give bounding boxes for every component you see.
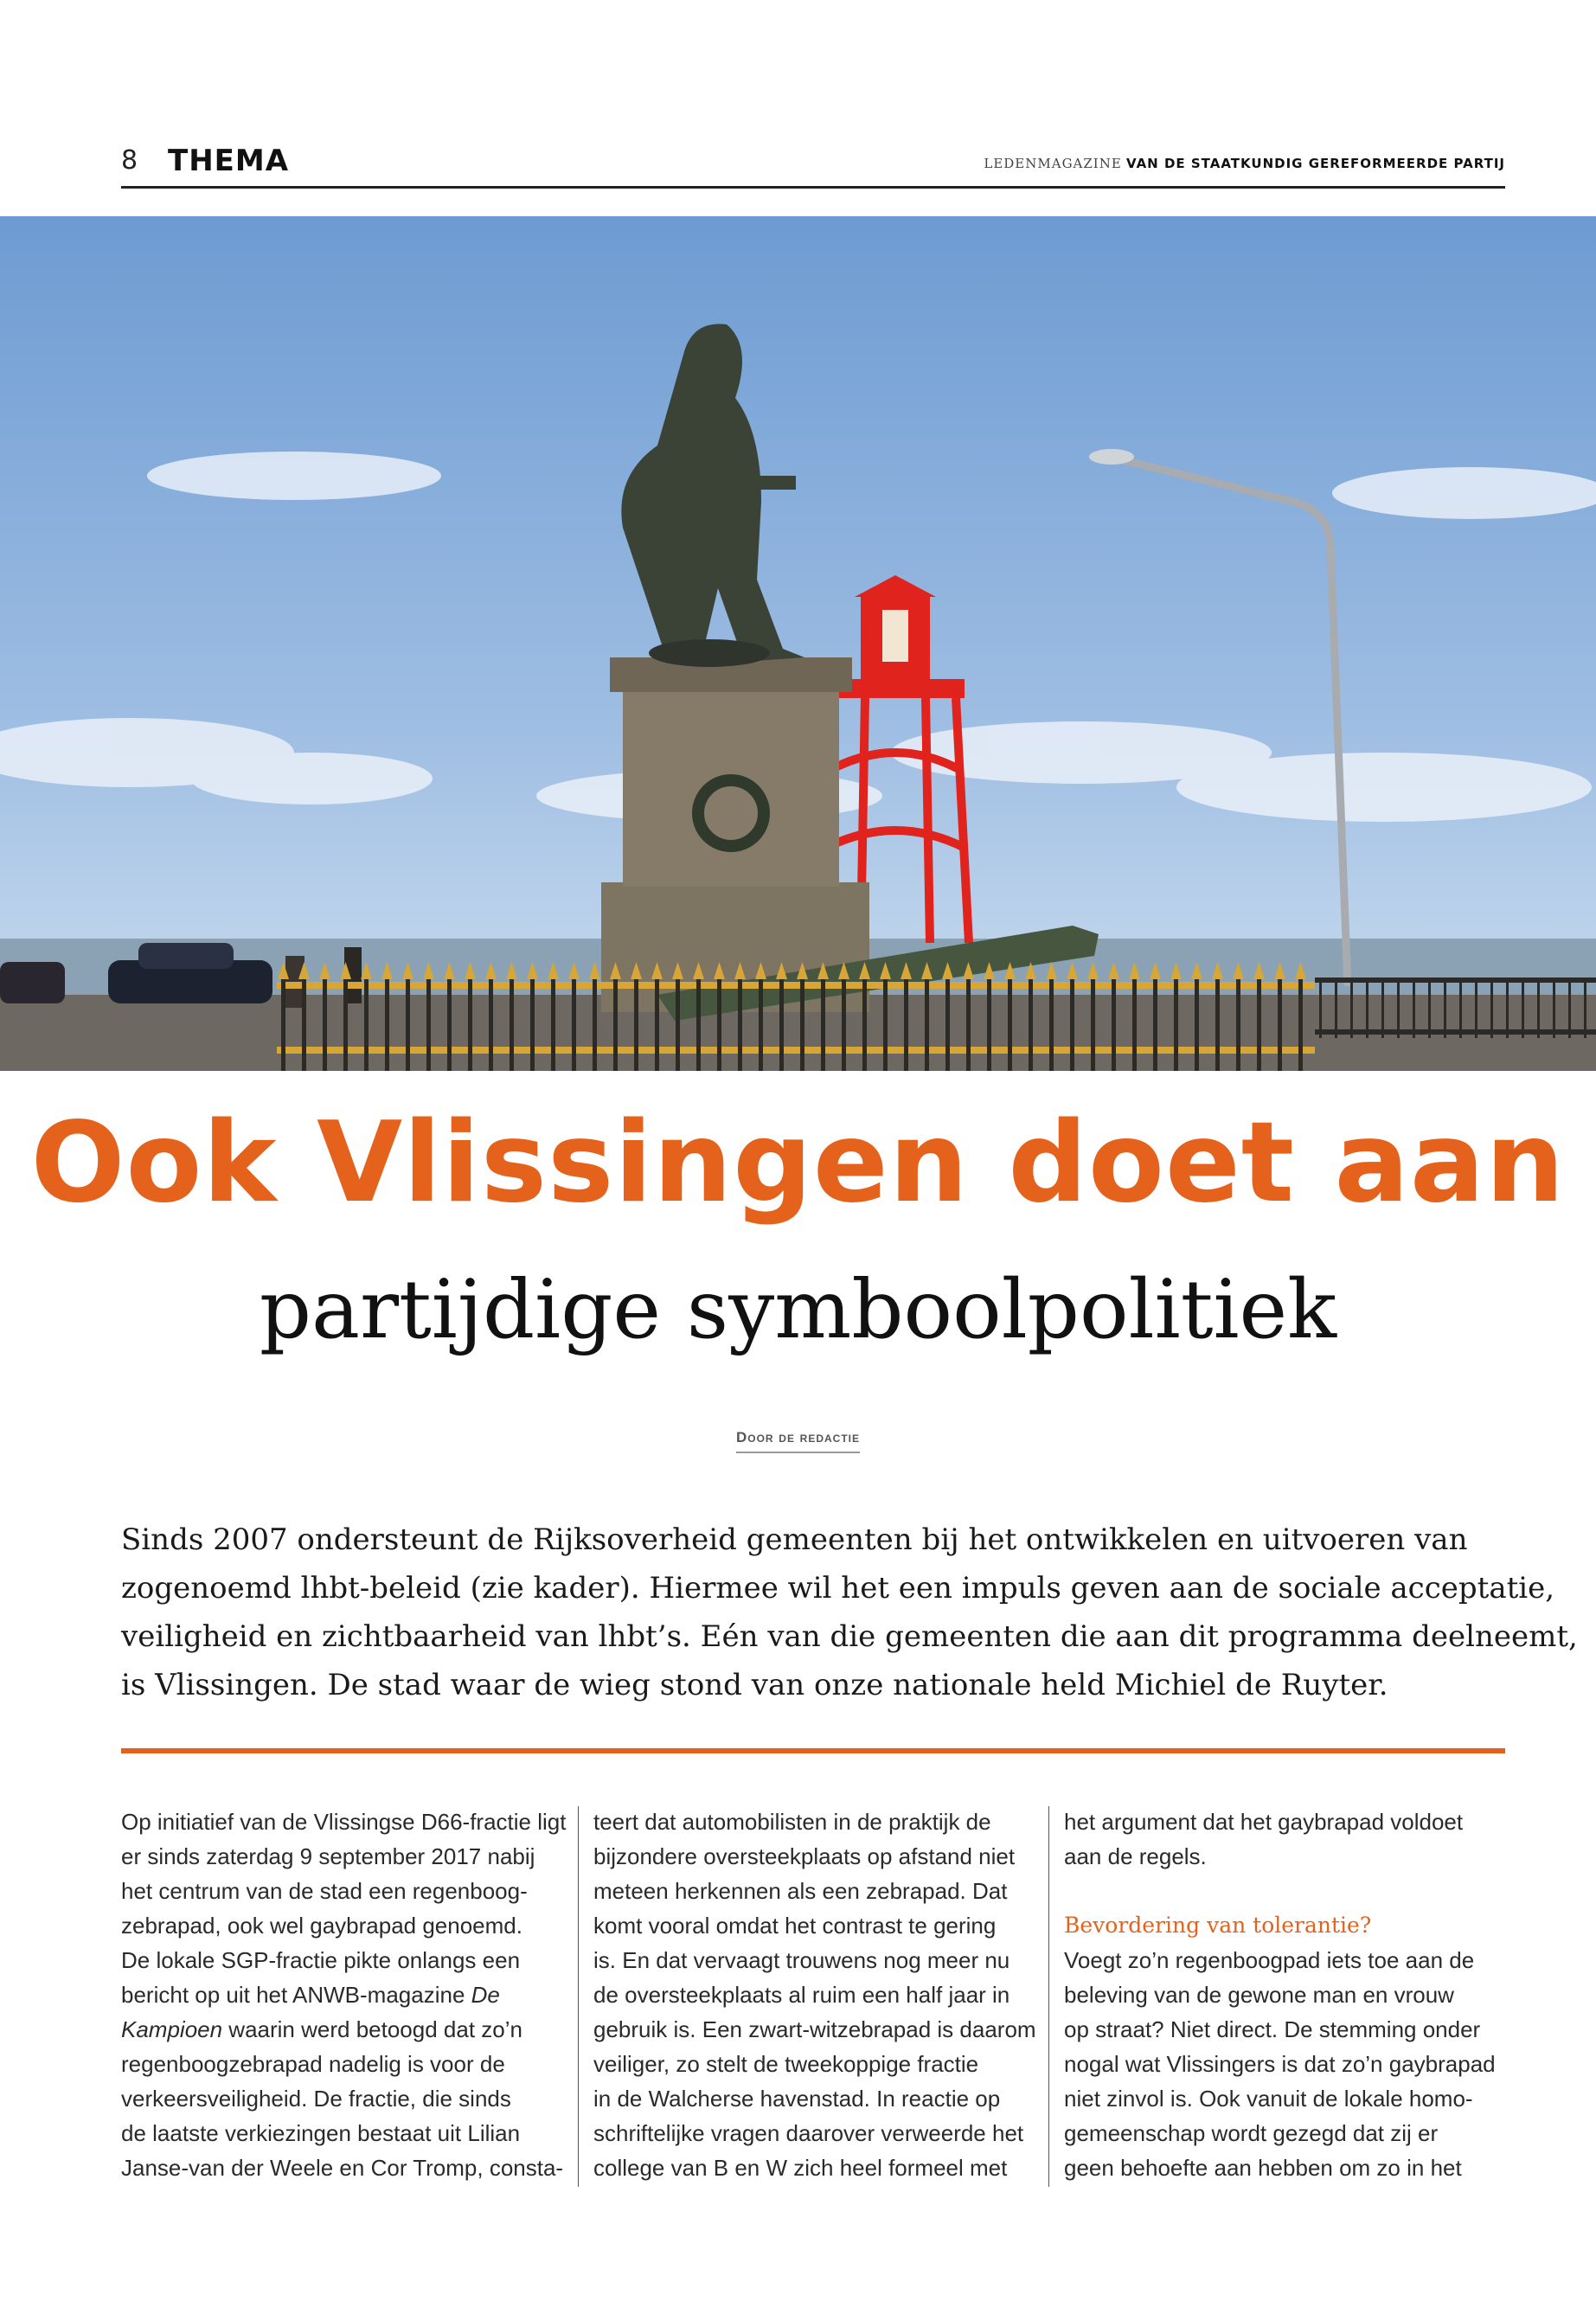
fence-bar — [323, 977, 327, 1071]
fence-bar — [530, 977, 535, 1071]
body-line: teert dat automobilisten in de praktijk de — [593, 1809, 991, 1835]
body-line: de laatste verkiezingen bestaat uit Lilian — [121, 2120, 521, 2146]
fence-bar — [676, 977, 680, 1071]
fence-bar — [738, 977, 742, 1071]
body-column-1 — [121, 1804, 571, 2185]
publication-name: Kampioen — [121, 2016, 223, 2042]
fence-bar — [385, 977, 389, 1071]
fence-bar — [302, 977, 306, 1071]
body-line: is. En dat vervaagt trouwens nog meer nu — [593, 1947, 1010, 1973]
fence-bar — [1174, 977, 1178, 1071]
fence-bar — [1008, 977, 1012, 1071]
page-header — [121, 145, 1505, 189]
fence-bar — [1215, 977, 1220, 1071]
fence-bar — [883, 977, 888, 1071]
title-main: Ook Vlissingen doet aan — [30, 1099, 1566, 1227]
magazine-name — [984, 156, 1505, 171]
fence-bar — [634, 977, 638, 1071]
fence-bar — [281, 977, 285, 1071]
body-line: de oversteekplaats al ruim een half jaar in — [593, 1982, 1010, 2008]
fence-bar — [468, 977, 472, 1071]
body-line: komt vooral omdat het contrast te gering — [593, 1913, 997, 1939]
intro-line: zogenoemd lhbt-beleid (zie kader). Hiermee wil het een impuls geven aan de sociale acceptatie, — [121, 1571, 1555, 1606]
fence-bar — [1153, 977, 1157, 1071]
body-line: regenboogzebrapad nadelig is voor de — [121, 2051, 505, 2077]
fence-bar — [613, 977, 618, 1071]
body-line: Kampioen waarin werd betoogd dat zo’n — [121, 2016, 522, 2042]
fence-bar — [904, 977, 908, 1071]
fence-bar — [966, 977, 971, 1071]
fence-bar — [551, 977, 555, 1071]
railing-bar — [1335, 977, 1337, 1038]
body-line: veiliger, zo stelt de tweekoppige fractie — [593, 2051, 979, 2077]
body-line: niet zinvol is. Ook vanuit de lokale homo- — [1064, 2086, 1473, 2112]
header-rule — [121, 186, 1505, 189]
fence-bar — [343, 977, 348, 1071]
fence-bar — [1236, 977, 1240, 1071]
fence-bar — [364, 977, 369, 1071]
body-line: in de Walcherse havenstad. In reactie op — [593, 2086, 1001, 2112]
fence-bar — [1029, 977, 1033, 1071]
body-line: college van B en W zich heel formeel met — [593, 2155, 1008, 2181]
column-divider — [578, 1806, 579, 2187]
body-line: op straat? Niet direct. De stemming onder — [1064, 2016, 1481, 2042]
railing-bar — [1553, 977, 1555, 1038]
publication-name: De — [471, 1982, 500, 2008]
body-line: gebruik is. Een zwart-witzebrapad is daarom — [593, 2016, 1036, 2042]
railing-bar — [1568, 977, 1571, 1038]
fence-bar — [945, 977, 950, 1071]
fence-bar — [1112, 977, 1116, 1071]
fence-bar — [696, 977, 701, 1071]
fence-bar — [779, 977, 784, 1071]
fence-bar — [987, 977, 991, 1071]
section-divider — [121, 1748, 1505, 1753]
fence-bar — [842, 977, 846, 1071]
intro-line: Sinds 2007 ondersteunt de Rijksoverheid gemeenten bij het ontwikkelen en uitvoeren van — [121, 1522, 1468, 1557]
fence-bar — [447, 977, 452, 1071]
byline — [0, 1429, 1596, 1453]
railing-bar — [1366, 977, 1368, 1038]
intro-line: is Vlissingen. De stad waar de wieg stond van onze nationale held Michiel de Ruyter. — [121, 1668, 1388, 1702]
railing-bar — [1413, 977, 1415, 1038]
fence-bar — [1070, 977, 1074, 1071]
body-column-3 — [1064, 1804, 1505, 2185]
body-line: bericht op uit het ANWB-magazine De — [121, 1982, 500, 2008]
fence-bar — [510, 977, 514, 1071]
fence-bar — [1049, 977, 1054, 1071]
railing-bar — [1537, 977, 1540, 1038]
fence-bar — [1298, 977, 1303, 1071]
subheading: Bevordering van tolerantie? — [1064, 1913, 1372, 1938]
fence-bar — [406, 977, 410, 1071]
title-sub: partijdige symboolpolitiek — [259, 1263, 1337, 1357]
body-line: Janse-van der Weele en Cor Tromp, consta- — [121, 2155, 564, 2181]
railing-bar — [1584, 977, 1586, 1038]
fence-bar — [1257, 977, 1261, 1071]
railing-bar — [1490, 977, 1493, 1038]
railing-bar — [1506, 977, 1509, 1038]
body-line: het argument dat het gaybrapad voldoet — [1064, 1809, 1464, 1835]
section-label: THEMA — [168, 144, 290, 178]
railing-bar — [1319, 977, 1322, 1038]
body-line: gemeenschap wordt gezegd dat zij er — [1064, 2120, 1439, 2146]
fence-bar — [1091, 977, 1095, 1071]
body-line: nogal wat Vlissingers is dat zo’n gaybrapad — [1064, 2051, 1496, 2077]
fence-bar — [862, 977, 867, 1071]
railing-bar — [1475, 977, 1477, 1038]
fence-bar — [426, 977, 431, 1071]
page-number: 8 — [121, 145, 138, 176]
magazine-prefix: LEDENMAGAZINE — [984, 156, 1122, 171]
fence-bar — [1278, 977, 1282, 1071]
body-line: zebrapad, ook wel gaybrapad genoemd. — [121, 1913, 522, 1939]
railing-bar — [1444, 977, 1446, 1038]
railing-bar — [1350, 977, 1353, 1038]
intro-line: veiligheid en zichtbaarheid van lhbt’s. Eén van die gemeenten die aan dit programma deelneemt, — [121, 1619, 1578, 1654]
magazine-title: VAN DE STAATKUNDIG GEREFORMEERDE PARTIJ — [1125, 156, 1505, 171]
body-line: aan de regels. — [1064, 1843, 1207, 1869]
body-line: Op initiatief van de Vlissingse D66-fractie ligt — [121, 1809, 567, 1835]
body-line: er sinds zaterdag 9 september 2017 nabij — [121, 1843, 535, 1869]
fence-bar — [655, 977, 659, 1071]
fence-bar — [572, 977, 576, 1071]
body-line: De lokale SGP-fractie pikte onlangs een — [121, 1947, 521, 1973]
railing-bar — [1428, 977, 1431, 1038]
railing-bar — [1381, 977, 1384, 1038]
fence-bar — [821, 977, 825, 1071]
fence-bar — [759, 977, 763, 1071]
body-line: schriftelijke vragen daarover verweerde het — [593, 2120, 1024, 2146]
fence-bar — [925, 977, 929, 1071]
railing-bar — [1397, 977, 1400, 1038]
body-line: Voegt zo’n regenboogpad iets toe aan de — [1064, 1947, 1475, 1973]
body-line: geen behoefte aan hebben om zo in het — [1064, 2155, 1462, 2181]
fence-bar — [489, 977, 493, 1071]
railing-bar — [1522, 977, 1524, 1038]
fence-bar — [800, 977, 804, 1071]
body-line: beleving van de gewone man en vrouw — [1064, 1982, 1454, 2008]
fence-bar — [1132, 977, 1137, 1071]
column-divider — [1048, 1806, 1049, 2187]
byline-text: Door de redactie — [736, 1429, 860, 1453]
fence-bar — [593, 977, 597, 1071]
fence-bar — [1195, 977, 1199, 1071]
body-line: het centrum van de stad een regenboog- — [121, 1878, 528, 1904]
body-column-2 — [593, 1804, 1043, 2185]
body-line: verkeersveiligheid. De fractie, die sinds — [121, 2086, 511, 2112]
intro-paragraph — [121, 1516, 1578, 1709]
body-line: bijzondere oversteekplaats op afstand niet — [593, 1843, 1016, 1869]
hero-photo — [0, 216, 1596, 1071]
body-line: meteen herkennen als een zebrapad. Dat — [593, 1878, 1008, 1904]
railing-bar — [1459, 977, 1462, 1038]
fence-bar — [717, 977, 721, 1071]
